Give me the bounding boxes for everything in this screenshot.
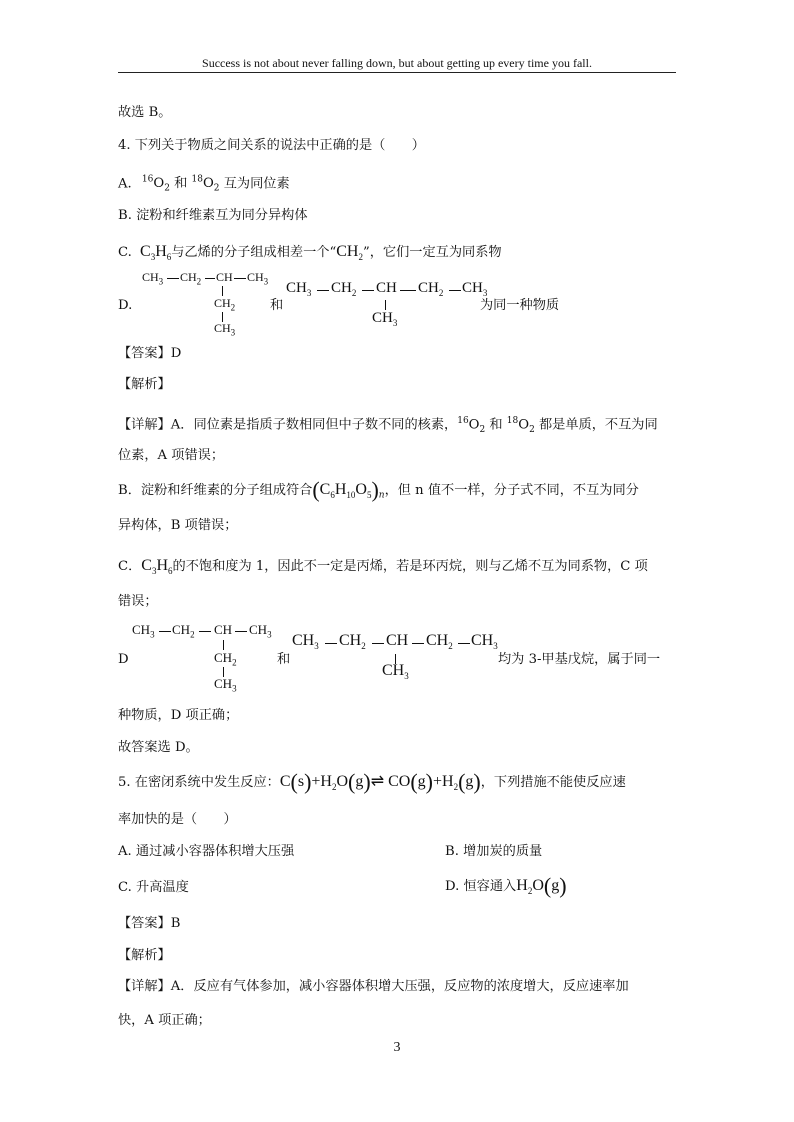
q5-option-c: C. 升高温度 xyxy=(118,880,189,895)
q4-detail-d-end: 均为 3-甲基戊烷，属于同一 xyxy=(498,652,661,667)
q4-detail-b-line1: B．淀粉和纤维素的分子组成符合$(C_6H_{10}O_5)_n$，但 n 值不一样，分子式不同，不互为同分 xyxy=(118,477,639,502)
structure-linear-1: $CH_3$ $CH_2$ CH $CH_2$ $CH_3$ $CH_3$ xyxy=(286,280,488,328)
structure-linear-2: $CH_3$ $CH_2$ CH $CH_2$ $CH_3$ $CH_3$ xyxy=(292,632,498,682)
q5-detail-a-line2: 快，A 项正确； xyxy=(118,1013,211,1028)
q4-detail-d-and: 和 xyxy=(277,652,291,667)
q4-detail-c-line2: 错误； xyxy=(118,594,158,609)
q4-option-a: A. $^{16}O_2$ 和 $^{18}O_2$ 互为同位素 xyxy=(118,175,290,195)
structure-branched-1: $CH_3$ $CH_2$ CH $CH_3$ $CH_2$ $CH_3$ xyxy=(142,270,269,338)
header-rule xyxy=(118,72,676,73)
q5-option-a: A. 通过减小容器体积增大压强 xyxy=(118,844,295,859)
q4-detail-b-line2: 异构体，B 项错误； xyxy=(118,518,238,533)
q4-option-c: C. $C_3H_6$与乙烯的分子组成相差一个“$CH_2$”，它们一定互为同系物 xyxy=(118,243,502,263)
q5-detail-a-line1: 【详解】A．反应有气体参加，减小容器体积增大压强，反应物的浓度增大，反应速率加 xyxy=(118,979,629,994)
header-motto: Success is not about never falling down, but about getting up every time you fall. xyxy=(202,56,592,70)
q4-detail-a-line2: 位素，A 项错误； xyxy=(118,448,225,463)
q5-answer: 【答案】B xyxy=(118,916,181,931)
q3-conclusion: 故选 B。 xyxy=(118,105,172,120)
q4-analysis-label: 【解析】 xyxy=(118,377,171,392)
q4-detail-a-line1: 【详解】A．同位素是指质子数相同但中子数不同的核素，$^{16}O_2$ 和 $^{18}O_2$ 都是单质，不互为同 xyxy=(118,416,658,436)
q5-stem-line1: 5. 在密闭系统中发生反应：$C(s)+H_2O(g)\rightleftharpoons$ $CO(g)+H_2(g)$，下列措施不能使反应速 xyxy=(118,769,626,794)
q4-stem: 4. 下列关于物质之间关系的说法中正确的是（ ） xyxy=(118,138,425,153)
q5-stem-line2: 率加快的是（ ） xyxy=(118,812,237,827)
q5-analysis-label: 【解析】 xyxy=(118,948,171,963)
q4-option-d-prefix: D. xyxy=(118,298,133,313)
q4-option-b: B. 淀粉和纤维素互为同分异构体 xyxy=(118,208,308,223)
q4-option-d-end: 为同一种物质 xyxy=(480,298,560,313)
q4-detail-d-prefix: D xyxy=(118,652,129,667)
page-number: 3 xyxy=(393,1040,401,1055)
q5-option-b: B. 增加炭的质量 xyxy=(445,844,543,859)
structure-branched-2: $CH_3$ $CH_2$ CH $CH_3$ $CH_2$ $CH_3$ xyxy=(132,622,272,694)
q4-detail-c-line1: C．$C_3H_6$的不饱和度为 1，因此不一定是丙烯，若是环丙烷，则与乙烯不互为同系物，C 项 xyxy=(118,557,648,577)
q4-detail-d-line2: 种物质，D 项正确； xyxy=(118,708,239,723)
q4-conclusion: 故答案选 D。 xyxy=(118,740,199,755)
q4-option-d-and: 和 xyxy=(270,298,284,313)
q4-answer: 【答案】D xyxy=(118,346,182,361)
q5-option-d: D. 恒容通入$H_2O(g)$ xyxy=(445,873,567,898)
